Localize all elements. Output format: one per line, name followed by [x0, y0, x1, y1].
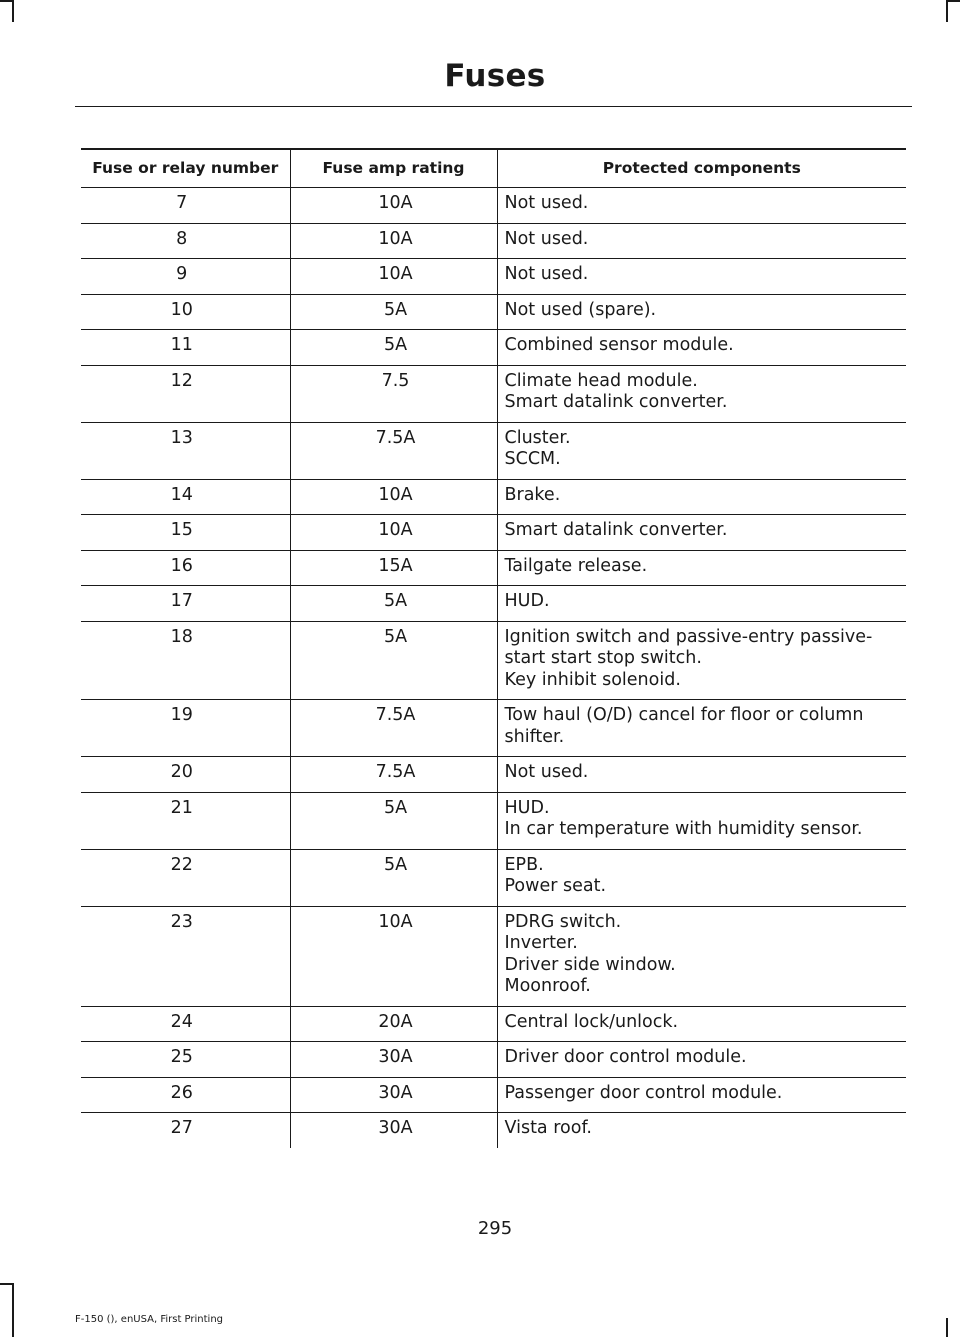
amp-rating-cell: 10A [290, 515, 497, 551]
protected-components-cell [497, 365, 906, 422]
component-text: Not used. [504, 193, 589, 213]
fuse-number-cell: 27 [81, 1113, 290, 1149]
protected-components-cell [497, 906, 906, 1006]
fuse-table [81, 148, 906, 1148]
crop-mark [948, 0, 960, 2]
protected-components-cell [497, 422, 906, 479]
crop-mark [0, 1283, 12, 1285]
amp-rating-cell: 10A [290, 906, 497, 1006]
table-header-row [81, 149, 906, 188]
protected-components-cell [497, 515, 906, 551]
component-text: In car temperature with humidity sensor. [504, 819, 863, 839]
protected-components-cell [497, 479, 906, 515]
amp-rating-cell: 10A [290, 223, 497, 259]
component-text: Smart datalink converter. [504, 520, 728, 540]
table-row [81, 479, 906, 515]
component-text: Moonroof. [504, 976, 591, 996]
protected-components-cell [497, 259, 906, 295]
component-text: Driver side window. [504, 954, 676, 975]
component-text: Combined sensor module. [504, 335, 734, 355]
amp-rating-cell: 5A [290, 621, 497, 700]
protected-components-cell [497, 1042, 906, 1078]
crop-mark [12, 0, 14, 22]
table-row [81, 188, 906, 224]
crop-mark [0, 0, 12, 2]
component-text: Cluster. [504, 427, 571, 448]
component-text: Key inhibit solenoid. [504, 669, 681, 690]
crop-mark [946, 1318, 948, 1337]
amp-rating-cell: 10A [290, 259, 497, 295]
amp-rating-cell: 5A [290, 586, 497, 622]
table-body [81, 188, 906, 1149]
amp-rating-cell: 5A [290, 294, 497, 330]
amp-rating-cell: 5A [290, 792, 497, 849]
column-header-fuse-number: Fuse or relay number [81, 149, 290, 188]
component-text: Power seat. [504, 876, 607, 896]
protected-components-cell [497, 1113, 906, 1149]
component-text: Central lock/unlock. [504, 1011, 679, 1032]
amp-rating-cell: 7.5A [290, 757, 497, 793]
table-row [81, 757, 906, 793]
table-row [81, 1006, 906, 1042]
table-row [81, 792, 906, 849]
fuse-number-cell: 24 [81, 1006, 290, 1042]
fuse-number-cell: 14 [81, 479, 290, 515]
fuse-number-cell: 25 [81, 1042, 290, 1078]
component-text: Ignition switch and passive-entry passive-start start stop switch. [504, 626, 873, 668]
component-text: Climate head module. [504, 370, 698, 391]
amp-rating-cell: 30A [290, 1077, 497, 1113]
page-number: 295 [477, 1218, 513, 1239]
fuse-number-cell: 8 [81, 223, 290, 259]
protected-components-cell [497, 586, 906, 622]
crop-mark [12, 1283, 14, 1337]
fuse-number-cell: 16 [81, 550, 290, 586]
table-row [81, 294, 906, 330]
fuse-number-cell: 19 [81, 700, 290, 757]
amp-rating-cell: 10A [290, 479, 497, 515]
component-text: HUD. [504, 591, 550, 611]
fuse-number-cell: 23 [81, 906, 290, 1006]
protected-components-cell [497, 1077, 906, 1113]
component-text: Not used (spare). [504, 299, 657, 320]
component-text: Inverter. [504, 933, 578, 953]
component-text: Brake. [504, 484, 561, 505]
component-text: Tow haul (O/D) cancel for floor or column shifter. [504, 705, 864, 747]
fuse-number-cell: 20 [81, 757, 290, 793]
fuse-number-cell: 26 [81, 1077, 290, 1113]
protected-components-cell [497, 1006, 906, 1042]
amp-rating-cell: 30A [290, 1042, 497, 1078]
component-text: Vista roof. [504, 1118, 592, 1138]
crop-mark [946, 0, 948, 22]
footer-text: F-150 (), enUSA, First Printing [75, 1314, 224, 1325]
fuse-number-cell: 15 [81, 515, 290, 551]
amp-rating-cell: 7.5A [290, 422, 497, 479]
table-row [81, 259, 906, 295]
amp-rating-cell: 30A [290, 1113, 497, 1149]
protected-components-cell [497, 223, 906, 259]
component-text: PDRG switch. [504, 911, 622, 932]
table-row [81, 700, 906, 757]
protected-components-cell [497, 188, 906, 224]
amp-rating-cell: 20A [290, 1006, 497, 1042]
table-row [81, 330, 906, 366]
amp-rating-cell: 15A [290, 550, 497, 586]
fuse-number-cell: 17 [81, 586, 290, 622]
table-row [81, 515, 906, 551]
amp-rating-cell: 5A [290, 849, 497, 906]
fuse-number-cell: 18 [81, 621, 290, 700]
component-text: Not used. [504, 762, 589, 782]
protected-components-cell [497, 757, 906, 793]
amp-rating-cell: 10A [290, 188, 497, 224]
protected-components-cell [497, 294, 906, 330]
component-text: Not used. [504, 264, 589, 284]
column-header-amp-rating: Fuse amp rating [290, 149, 497, 188]
fuse-number-cell: 9 [81, 259, 290, 295]
column-header-protected-components: Protected components [497, 149, 906, 188]
table-row [81, 586, 906, 622]
protected-components-cell [497, 792, 906, 849]
component-text: EPB. [504, 854, 544, 875]
table-row [81, 365, 906, 422]
protected-components-cell [497, 700, 906, 757]
protected-components-cell [497, 330, 906, 366]
component-text: Smart datalink converter. [504, 392, 728, 412]
amp-rating-cell: 7.5A [290, 700, 497, 757]
component-text: SCCM. [504, 449, 561, 469]
protected-components-cell [497, 621, 906, 700]
table-row [81, 1113, 906, 1149]
component-text: Driver door control module. [504, 1047, 747, 1067]
table-row [81, 422, 906, 479]
component-text: HUD. [504, 797, 550, 818]
component-text: Tailgate release. [504, 555, 648, 576]
component-text: Passenger door control module. [504, 1082, 783, 1103]
fuse-number-cell: 22 [81, 849, 290, 906]
fuse-number-cell: 10 [81, 294, 290, 330]
table-row [81, 223, 906, 259]
table-row [81, 1077, 906, 1113]
fuse-number-cell: 13 [81, 422, 290, 479]
table-row [81, 1042, 906, 1078]
table-row [81, 621, 906, 700]
protected-components-cell [497, 849, 906, 906]
component-text: Not used. [504, 228, 589, 249]
fuse-number-cell: 11 [81, 330, 290, 366]
title-divider [75, 106, 912, 107]
fuse-number-cell: 7 [81, 188, 290, 224]
page-title: Fuses [444, 58, 546, 94]
amp-rating-cell: 5A [290, 330, 497, 366]
amp-rating-cell: 7.5 [290, 365, 497, 422]
protected-components-cell [497, 550, 906, 586]
table-row [81, 550, 906, 586]
table-row [81, 849, 906, 906]
fuse-number-cell: 12 [81, 365, 290, 422]
table-row [81, 906, 906, 1006]
fuse-number-cell: 21 [81, 792, 290, 849]
